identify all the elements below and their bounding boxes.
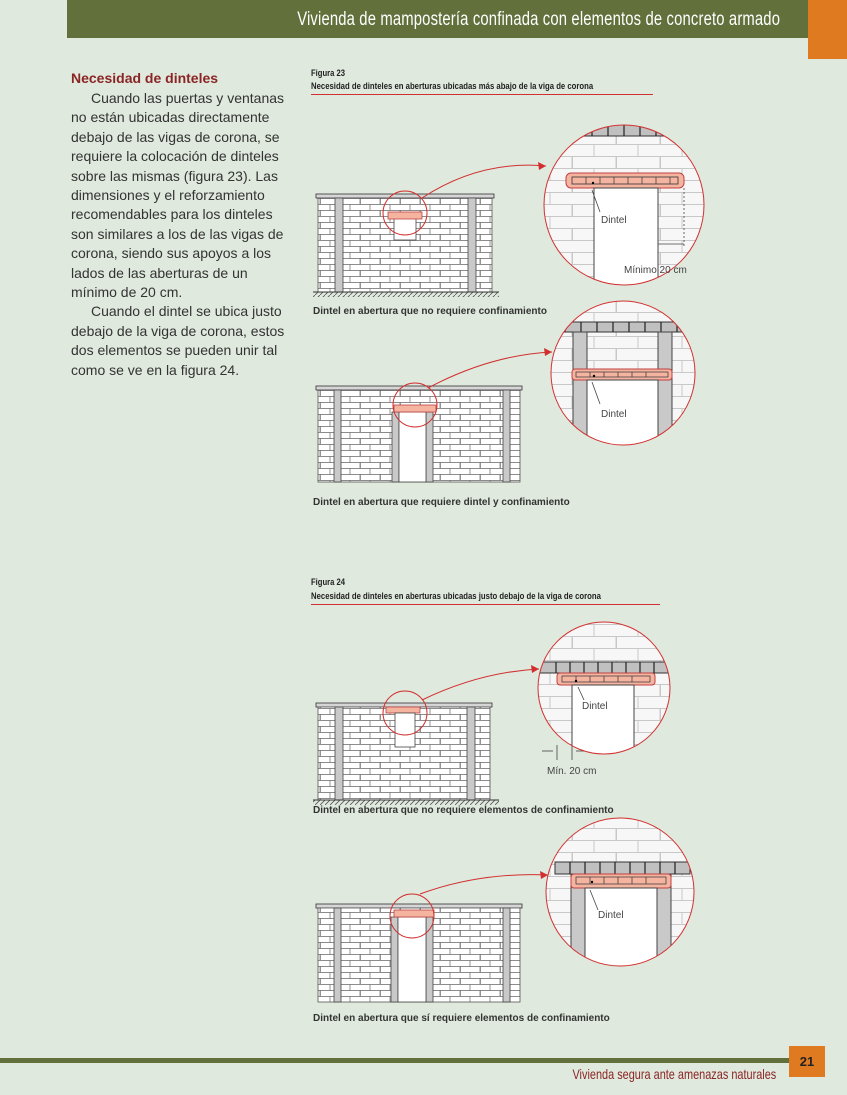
fig24-detail-2 bbox=[540, 815, 700, 978]
fig23-detail-2 bbox=[545, 295, 705, 470]
fig24-wall-2 bbox=[316, 871, 548, 1002]
fig23-detail1-dintel: Dintel bbox=[601, 215, 627, 226]
fig23-detail1-minimo: Mínimo 20 cm bbox=[624, 265, 687, 276]
figure-23-caption: Necesidad de dinteles en aberturas ubicadas más abajo de la viga de corona bbox=[311, 81, 594, 91]
figure-23-label: Figura 23 bbox=[311, 68, 346, 78]
footer-title: Vivienda segura ante amenazas naturales bbox=[572, 1066, 776, 1082]
fig24-detail1-dintel: Dintel bbox=[582, 701, 608, 712]
figure-24-label: Figura 24 bbox=[311, 577, 346, 587]
fig23-sub-caption-2: Dintel en abertura que requiere dintel y confinamiento bbox=[313, 497, 570, 508]
fig24-sub-caption-2: Dintel en abertura que sí requiere elementos de confinamiento bbox=[313, 1013, 610, 1024]
footer-bar bbox=[0, 1058, 790, 1063]
fig23-wall-1 bbox=[313, 162, 546, 297]
page-number: 21 bbox=[789, 1046, 825, 1077]
fig24-sub-caption-1: Dintel en abertura que no requiere elementos de confinamiento bbox=[313, 805, 614, 816]
fig23-wall-2 bbox=[316, 348, 552, 482]
fig23-detail2-dintel: Dintel bbox=[601, 409, 627, 420]
fig24-detail2-dintel: Dintel bbox=[598, 910, 624, 921]
fig24-detail-1 bbox=[535, 620, 675, 765]
fig23-sub-caption-1: Dintel en abertura que no requiere confinamiento bbox=[313, 306, 547, 317]
figure-24-caption: Necesidad de dinteles en aberturas ubicadas justo debajo de la viga de corona bbox=[311, 591, 601, 601]
paragraph-1: Cuando las puertas y ventanas no están ubicadas directamente debajo de las vigas de corona, se requiere la colocación de dinteles sobre las mismas (figura 23). Las dimensiones y el reforzamiento recomendables para los dinteles son similares a los de las vigas de corona, siendo sus apoyos a los lados de las aberturas de un mínimo de 20 cm. bbox=[71, 90, 285, 301]
fig24-detail1-minimo: Mín. 20 cm bbox=[547, 766, 597, 777]
paragraph-2: Cuando el dintel se ubica justo debajo de la viga de corona, estos dos elementos se pueden unir tal como se ve en la figura 24. bbox=[71, 303, 285, 378]
header-title: Vivienda de mampostería confinada con elementos de concreto armado bbox=[297, 9, 780, 30]
section-heading: Necesidad de dinteles bbox=[71, 70, 219, 86]
